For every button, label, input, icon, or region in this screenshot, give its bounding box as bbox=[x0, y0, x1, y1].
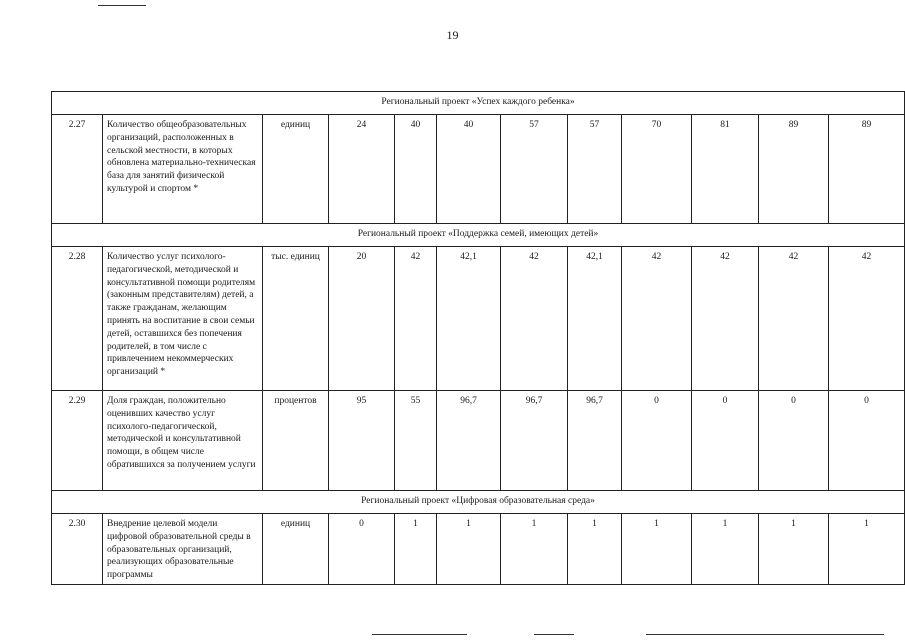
indicators-table bbox=[51, 91, 905, 585]
value-cell: 81 bbox=[692, 115, 759, 224]
section-title: Региональный проект «Цифровая образовательная среда» bbox=[52, 491, 905, 514]
value-cell: 89 bbox=[829, 115, 905, 224]
section-header-row bbox=[52, 224, 905, 247]
value-cell: 89 bbox=[759, 115, 829, 224]
value-cell: 0 bbox=[329, 514, 395, 585]
row-number: 2.30 bbox=[52, 514, 103, 585]
unit-cell: единиц bbox=[263, 115, 329, 224]
value-cell: 40 bbox=[395, 115, 437, 224]
value-cell: 57 bbox=[568, 115, 622, 224]
value-cell: 70 bbox=[622, 115, 692, 224]
section-title: Региональный проект «Успех каждого ребенка» bbox=[52, 92, 905, 115]
value-cell: 1 bbox=[437, 514, 501, 585]
value-cell: 1 bbox=[622, 514, 692, 585]
value-cell: 0 bbox=[829, 391, 905, 491]
indicator-name: Внедрение целевой модели цифровой образовательной среды в образовательных организаций, реализующих образовательные программы bbox=[103, 514, 263, 585]
value-cell: 96,7 bbox=[437, 391, 501, 491]
value-cell: 0 bbox=[759, 391, 829, 491]
value-cell: 1 bbox=[829, 514, 905, 585]
value-cell: 42 bbox=[622, 247, 692, 391]
value-cell: 57 bbox=[501, 115, 568, 224]
row-number: 2.28 bbox=[52, 247, 103, 391]
value-cell: 1 bbox=[692, 514, 759, 585]
value-cell: 40 bbox=[437, 115, 501, 224]
indicator-name: Доля граждан, положительно оценивших качество услуг психолого-педагогической, методической и консультативной помощи, в общем числе обратившихся за получением услуги bbox=[103, 391, 263, 491]
indicator-name: Количество услуг психолого-педагогической, методической и консультативной помощи родителям (законным представителям) детей, а также гражданам, желающим принять на воспитание в свои семьи детей, оставшихся без попечения родителей, в том числе с привлечением некоммерческих организаций * bbox=[103, 247, 263, 391]
value-cell: 42 bbox=[692, 247, 759, 391]
page-number: 19 bbox=[446, 28, 459, 42]
row-number: 2.29 bbox=[52, 391, 103, 491]
section-header-row bbox=[52, 92, 905, 115]
value-cell: 1 bbox=[759, 514, 829, 585]
section-title: Региональный проект «Поддержка семей, имеющих детей» bbox=[52, 224, 905, 247]
value-cell: 24 bbox=[329, 115, 395, 224]
scan-artifact-bottom-1 bbox=[372, 634, 467, 635]
scan-artifact-top bbox=[98, 5, 146, 6]
scan-artifact-bottom-2 bbox=[534, 634, 574, 635]
row-number: 2.27 bbox=[52, 115, 103, 224]
value-cell: 42 bbox=[759, 247, 829, 391]
value-cell: 0 bbox=[622, 391, 692, 491]
scan-artifact-bottom-3 bbox=[646, 634, 884, 635]
value-cell: 96,7 bbox=[568, 391, 622, 491]
value-cell: 1 bbox=[568, 514, 622, 585]
value-cell: 95 bbox=[329, 391, 395, 491]
value-cell: 96,7 bbox=[501, 391, 568, 491]
value-cell: 42 bbox=[829, 247, 905, 391]
value-cell: 1 bbox=[501, 514, 568, 585]
value-cell: 20 bbox=[329, 247, 395, 391]
value-cell: 0 bbox=[692, 391, 759, 491]
value-cell: 42,1 bbox=[568, 247, 622, 391]
table-row bbox=[52, 514, 905, 585]
table-row bbox=[52, 391, 905, 491]
indicator-name: Количество общеобразовательных организаций, расположенных в сельской местности, в которых обновлена материально-техническая база для занятий физической культурой и спортом * bbox=[103, 115, 263, 224]
table-row bbox=[52, 247, 905, 391]
value-cell: 42 bbox=[501, 247, 568, 391]
value-cell: 1 bbox=[395, 514, 437, 585]
unit-cell: единиц bbox=[263, 514, 329, 585]
value-cell: 55 bbox=[395, 391, 437, 491]
unit-cell: тыс. единиц bbox=[263, 247, 329, 391]
value-cell: 42 bbox=[395, 247, 437, 391]
value-cell: 42,1 bbox=[437, 247, 501, 391]
table-row bbox=[52, 115, 905, 224]
unit-cell: процентов bbox=[263, 391, 329, 491]
section-header-row bbox=[52, 491, 905, 514]
